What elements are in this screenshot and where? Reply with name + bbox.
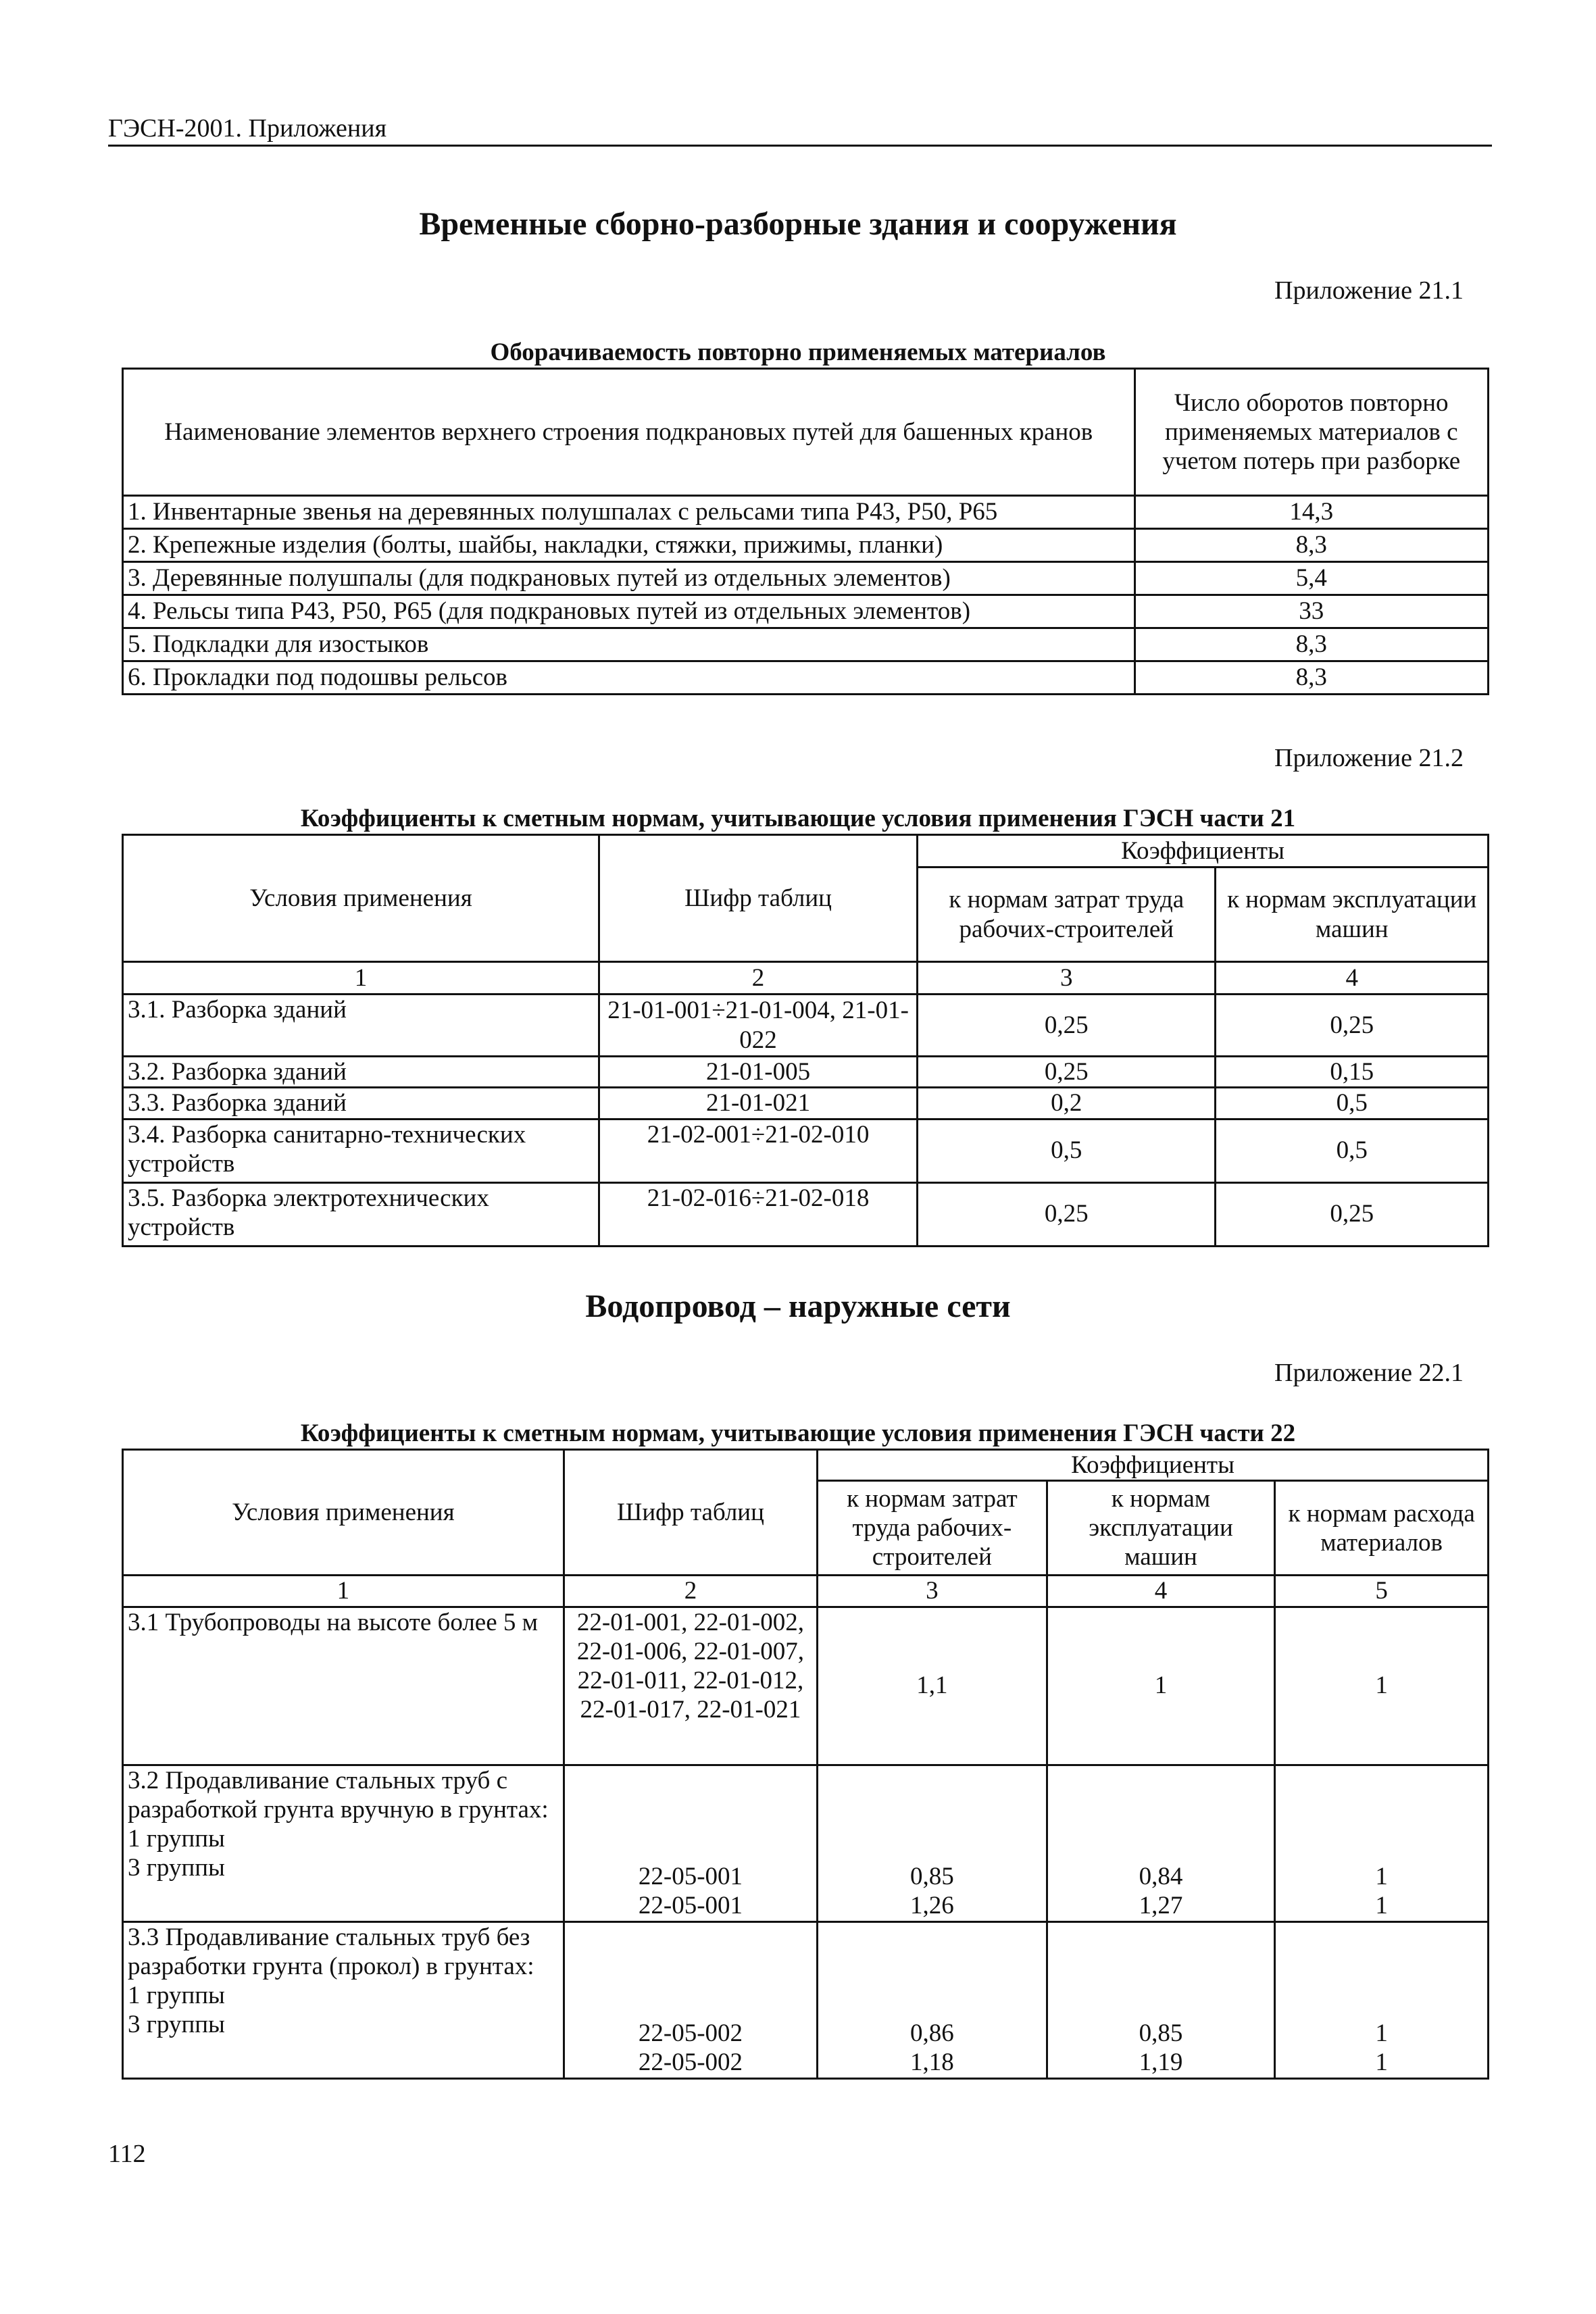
row-name: 2. Крепежные изделия (болты, шайбы, накладки, стяжки, прижимы, планки) xyxy=(123,529,1135,562)
header-conditions: Условия применения xyxy=(123,835,599,962)
row-conditions: 3.4. Разборка санитарно-технических устройств xyxy=(123,1119,599,1182)
row-machines: 0,85 xyxy=(1139,2019,1183,2047)
table-caption-21-2: Коэффициенты к сметным нормам, учитывающие условия применения ГЭСН части 21 xyxy=(300,805,1296,832)
row-value: 8,3 xyxy=(1134,628,1488,661)
col-number: 2 xyxy=(599,962,918,995)
col-number: 3 xyxy=(918,962,1216,995)
page-number: 112 xyxy=(108,2140,146,2168)
row-labor: 0,25 xyxy=(918,995,1216,1057)
row-labor-group xyxy=(818,1765,1047,1921)
table-row xyxy=(123,562,1489,595)
row-name: 6. Прокладки под подошвы рельсов xyxy=(123,661,1135,695)
row-labor: 0,85 xyxy=(909,1863,954,1890)
row-labor: 0,5 xyxy=(918,1119,1216,1182)
row-machines: 0,84 xyxy=(1139,1863,1183,1890)
row-conditions: 3.2 Продавливание стальных труб с разработкой грунта вручную в грунтах: xyxy=(128,1766,549,1823)
row-conditions: 3.5. Разборка электротехнических устройств xyxy=(123,1182,599,1246)
row-name: 3. Деревянные полушпалы (для подкрановых путей из отдельных элементов) xyxy=(123,562,1135,595)
row-cipher: 21-01-005 xyxy=(599,1057,918,1088)
row-materials-group xyxy=(1275,1765,1489,1921)
header-element-name: Наименование элементов верхнего строения подкрановых путей для башенных кранов xyxy=(123,369,1135,496)
table-row xyxy=(123,1088,1489,1119)
table-row xyxy=(123,1921,1489,2078)
row-conditions: 3.2. Разборка зданий xyxy=(123,1057,599,1088)
col-number: 1 xyxy=(123,1576,564,1607)
header-cipher: Шифр таблиц xyxy=(599,835,918,962)
col-number: 3 xyxy=(818,1576,1047,1607)
col-number: 4 xyxy=(1216,962,1489,995)
header-coefficients: Коэффициенты xyxy=(818,1450,1489,1481)
row-machines: 1 xyxy=(1047,1607,1275,1765)
col-number: 2 xyxy=(564,1576,817,1607)
row-cipher-group xyxy=(564,1921,817,2078)
table-22-1 xyxy=(122,1449,1489,2080)
table-header-row xyxy=(123,369,1489,496)
row-machines: 1,19 xyxy=(1139,2048,1183,2077)
row-materials: 1 xyxy=(1375,2048,1388,2077)
row-cipher-group xyxy=(564,1765,817,1921)
row-materials: 1 xyxy=(1375,2019,1388,2047)
row-cipher: 22-05-001 xyxy=(638,1892,743,1920)
row-conditions-group xyxy=(123,1765,564,1921)
table-header-row xyxy=(123,835,1489,867)
header-coefficients: Коэффициенты xyxy=(918,835,1489,867)
appendix-label-21-2: Приложение 21.2 xyxy=(1274,744,1464,772)
row-value: 5,4 xyxy=(1134,562,1488,595)
row-machines: 0,25 xyxy=(1216,1182,1489,1246)
table-row xyxy=(123,496,1489,529)
table-21-1 xyxy=(122,368,1489,695)
row-sub-label: 1 группы xyxy=(128,1825,225,1853)
row-conditions: 3.1. Разборка зданий xyxy=(123,995,599,1057)
header-machines: к нормам эксплуатации машин xyxy=(1047,1481,1275,1576)
header-labor: к нормам затрат труда рабочих-строителей xyxy=(918,867,1216,962)
row-name: 5. Подкладки для изостыков xyxy=(123,628,1135,661)
table-row xyxy=(123,529,1489,562)
row-machines-group xyxy=(1047,1765,1275,1921)
header-turnover-count: Число оборотов повторно применяемых материалов с учетом потерь при разборке xyxy=(1134,369,1488,496)
col-number: 1 xyxy=(123,962,599,995)
row-conditions: 3.1 Трубопроводы на высоте более 5 м xyxy=(123,1607,564,1765)
header-labor: к нормам затрат труда рабочих-строителей xyxy=(818,1481,1047,1576)
header-conditions: Условия применения xyxy=(123,1450,564,1576)
table-caption-22-1: Коэффициенты к сметным нормам, учитывающие условия применения ГЭСН части 22 xyxy=(300,1419,1296,1447)
table-row xyxy=(123,628,1489,661)
row-name: 4. Рельсы типа Р43, Р50, Р65 (для подкрановых путей из отдельных элементов) xyxy=(123,595,1135,628)
table-row xyxy=(123,1182,1489,1246)
appendix-label-21-1: Приложение 21.1 xyxy=(1274,276,1464,305)
row-materials-group xyxy=(1275,1921,1489,2078)
row-cipher: 21-01-021 xyxy=(599,1088,918,1119)
row-machines: 0,25 xyxy=(1216,995,1489,1057)
appendix-label-22-1: Приложение 22.1 xyxy=(1274,1359,1464,1387)
row-name: 1. Инвентарные звенья на деревянных полушпалах с рельсами типа Р43, Р50, Р65 xyxy=(123,496,1135,529)
row-labor: 1,1 xyxy=(818,1607,1047,1765)
row-machines: 0,15 xyxy=(1216,1057,1489,1088)
table-caption-21-1: Оборачиваемость повторно применяемых материалов xyxy=(490,338,1106,366)
header-machines: к нормам эксплуатации машин xyxy=(1216,867,1489,962)
row-machines: 1,27 xyxy=(1139,1892,1183,1920)
row-value: 8,3 xyxy=(1134,661,1488,695)
row-cipher: 21-02-016÷21-02-018 xyxy=(599,1182,918,1246)
table-header-row xyxy=(123,1450,1489,1481)
row-machines: 0,5 xyxy=(1216,1088,1489,1119)
table-row xyxy=(123,595,1489,628)
col-number: 5 xyxy=(1275,1576,1489,1607)
table-row xyxy=(123,995,1489,1057)
table-row xyxy=(123,1765,1489,1921)
row-conditions-group xyxy=(123,1921,564,2078)
column-number-row xyxy=(123,1576,1489,1607)
table-21-2 xyxy=(122,834,1489,1247)
row-value: 14,3 xyxy=(1134,496,1488,529)
row-labor: 0,2 xyxy=(918,1088,1216,1119)
row-cipher: 22-05-001 xyxy=(638,1863,743,1890)
section-title-water-supply: Водопровод – наружные сети xyxy=(585,1288,1011,1324)
row-sub-label: 3 группы xyxy=(128,1854,225,1882)
row-labor: 0,25 xyxy=(918,1182,1216,1246)
row-labor: 0,86 xyxy=(909,2019,954,2047)
table-row xyxy=(123,1057,1489,1088)
row-value: 8,3 xyxy=(1134,529,1488,562)
row-cipher: 22-05-002 xyxy=(638,2048,743,2077)
row-materials: 1 xyxy=(1375,1863,1388,1890)
header-cipher: Шифр таблиц xyxy=(564,1450,817,1576)
row-labor: 1,18 xyxy=(909,2048,954,2077)
row-labor: 1,26 xyxy=(909,1892,954,1920)
row-value: 33 xyxy=(1134,595,1488,628)
col-number: 4 xyxy=(1047,1576,1275,1607)
row-conditions: 3.3 Продавливание стальных труб без разработки грунта (прокол) в грунтах: xyxy=(128,1923,534,1980)
row-materials: 1 xyxy=(1375,1892,1388,1920)
row-cipher: 21-01-001÷21-01-004, 21-01-022 xyxy=(599,995,918,1057)
table-row xyxy=(123,1607,1489,1765)
row-sub-label: 3 группы xyxy=(128,2011,225,2039)
row-conditions: 3.3. Разборка зданий xyxy=(123,1088,599,1119)
table-row xyxy=(123,1119,1489,1182)
header-rule xyxy=(108,145,1492,147)
row-labor: 0,25 xyxy=(918,1057,1216,1088)
row-materials: 1 xyxy=(1275,1607,1489,1765)
row-cipher: 21-02-001÷21-02-010 xyxy=(599,1119,918,1182)
running-head: ГЭСН-2001. Приложения xyxy=(108,114,387,143)
row-cipher: 22-05-002 xyxy=(638,2019,743,2047)
section-title-temporary-buildings: Временные сборно-разборные здания и сооружения xyxy=(419,206,1177,242)
column-number-row xyxy=(123,962,1489,995)
row-machines-group xyxy=(1047,1921,1275,2078)
row-labor-group xyxy=(818,1921,1047,2078)
header-materials: к нормам расхода материалов xyxy=(1275,1481,1489,1576)
row-cipher: 22-01-001, 22-01-002, 22-01-006, 22-01-007, 22-01-011, 22-01-012, 22-01-017, 22-01-021 xyxy=(564,1607,817,1765)
row-sub-label: 1 группы xyxy=(128,1982,225,2010)
row-machines: 0,5 xyxy=(1216,1119,1489,1182)
table-row xyxy=(123,661,1489,695)
